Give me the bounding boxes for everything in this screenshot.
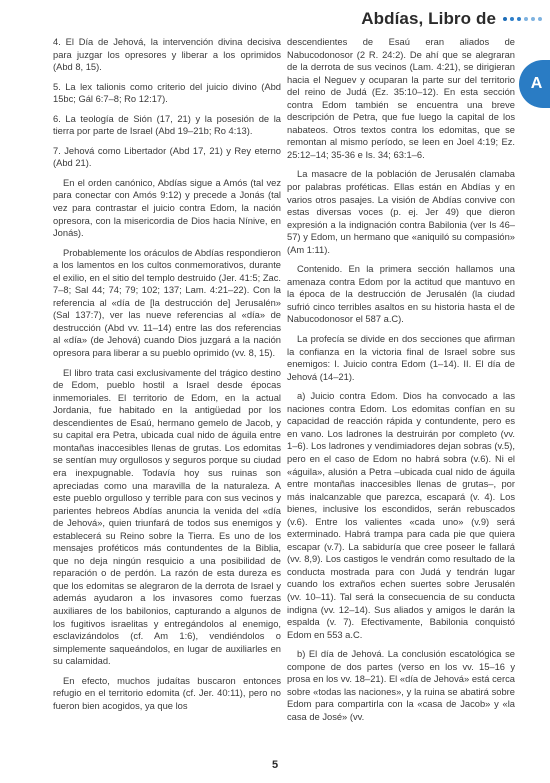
list-item-6: 6. La teología de Sión (17, 21) y la posesión de la tierra por parte de Israel (Abd 19–21b; Ro 4:13). (53, 113, 281, 137)
list-item-4: 4. El Día de Jehová, la intervención divina decisiva para juzgar los opresores y liberar a los oprimidos (Abd 8, 15). (53, 37, 281, 73)
paragraph-massacre: La masacre de la población de Jerusalén clamaba por palabras proféticas. Ellas están en Abdías y en varios otros pasajes. La visión de Abdías convive con estas diversas voces (p. ej. Jer 49) que dieron expresión a la indignación contra Babilonia (ver Is 46–57) y Edom, un hermano que «aniquiló su compasión» (Am 1:11). (287, 169, 515, 255)
dots-ornament-icon (503, 17, 542, 21)
paragraph-oracles: Probablemente los oráculos de Abdías respondieron a los lamentos en los cultos conmemorativos, durante el exilio, en el sitio del templo destruido (Jer. 41:5; Zac. 7–8; Sal 44; 74; 79; 102; 137; Lam. 4:21–22). Con la referencia al «día de [la destrucción de] Jerusalén» (Sal 137:7), ver las nueve referencias al «día» de destrucción (Abd vv. 11–14) entre las dos referencias al «día» (de Jehová) cuando Dios juzgará a la nación opresora para liberar a su pueblo oprimido (vv. 8, 15). (53, 247, 281, 359)
paragraph-edom-destiny: El libro trata casi exclusivamente del trágico destino de Edom, pueblo hostil a Israel desde épocas inmemoriales. El territorio de Edom, en la actual Jordania, fue habitado en la antigüedad por los descendientes de Esaú, hermano gemelo de Jacob, y su capital era Petra, ubicada cual nido de águila entre montañas inaccesibles llenas de grutas. Los edomitas se sentían muy orgullosos y seguros porque su ciudad era inexpugnable. Todavía hoy sus ruinas son apreciadas como una maravilla de la naturaleza. A este pueblo orgulloso y terrible para con sus vecinos y parientes hebreos Abdías anuncia la venida del «día de Jehová», quien triunfará de todos sus enemigos y establecerá su Reino sobre la Tierra. Es uno de los mensajes proféticos más contundentes de la Biblia, que no deja ningún resquicio a una posibilidad de reparación o de perdón. La razón de esta dureza es que los edomitas se alegraron de la derrota de Israel y además ayudaron a los invasores como fuerzas auxiliares de los babilonios, capturando a algunos de los fugitivos israelitas y entregándolos al enemigo, esclavizándolos (cf. Am 1:6), vendiéndolos o simplemente saqueándolos, en lugar de auxiliarles en su calamidad. (53, 367, 281, 667)
paragraph-continuation: descendientes de Esaú eran aliados de Nabucodonosor (2 R. 24:2). De ahí que se alegraran de la derrota de sus vecinos (Lam. 4:21), se dirigieran hacia el Neguev y ocuparan la parte sur del territorio del reino de Judá (Ez. 35:10–12). En esta sección contra Edom también se encuentra una breve descripción de Petra, que fue luego la capital de los nabateos. Otros textos contra los edomitas, que se remontan al mismo período, se leen en Joel 4:19; Ez. 25:12–14; 35-36 e Is. 34; 63:1–6. (287, 37, 515, 160)
paragraph-canonical-order: En el orden canónico, Abdías sigue a Amós (tal vez para conectar con Amós 9:12) y precede a Jonás (tal vez para contrastar el juicio contra Edom, la nación opresora, con la misericordia de Dios hacia Nínive, en Jonás). (53, 177, 281, 239)
paragraph-contenido: Contenido. En la primera sección hallamos una amenaza contra Edom por la actitud que mantuvo en la época de la destrucción de Jerusalén (la ciudad sufrió cinco terribles asaltos en su historia hasta el de Nabucodonosor el 587 a.C). (287, 264, 515, 325)
paragraph-dia-jehova: b) El día de Jehová. La conclusión escatológica se compone de dos partes (verso en los vv. 15–16 y prosa en los vv. 18–21). El «día de Jehová» está cerca sobre «todas las naciones», y la ruina se abatirá sobre Edom para compartirla con la «casa de Jacob» y «la casa de José» (vv. (287, 649, 515, 722)
paragraph-juicio-edom: a) Juicio contra Edom. Dios ha convocado a las naciones contra Edom. Los edomitas confían en su capacidad de reacción rápida y contundente, pero es en vano. Los ladrones la destruirán por completo (vv. 1–6). Los ladrones y vendimiadores dejan sobras (v.5), pero en el caso de Edom no habrá sobra (v.6). Ni el «águila», alusión a Petra –ubicada cual nido de águila entre montañas inaccesibles llenas de grutas–, por más inalcanzable que parezca, escapará (v. 4). Los bienes, inclusive los escondidos, serán rebuscados (v.6). Entre los valientes «cada uno» (v.9) será exterminado. Habrá trampa para cada pie que quiera escapar (v.7). La sabiduría que cree poseer le fallará (vv. 8,9). Los castigos le vendrán como resultado de la conducta mostrada para con Judá y tendrán lugar cuando los extraños echen suertes sobre Jerusalén (vv. 10–11). Tal será la consecuencia de su conducta indigna (vv. 12–14). Sus aliados y amigos le darán la espalda (v. 7). Efectivamente, Babilonia conquistó Edom en 553 a.C. (287, 391, 515, 640)
right-column (287, 36, 515, 723)
letter-index-tab: A (519, 60, 550, 108)
list-item-7: 7. Jehová como Libertador (Abd 17, 21) y Rey eterno (Abd 21). (53, 145, 281, 169)
left-column (53, 36, 281, 712)
list-item-5: 5. La lex talionis como criterio del juicio divino (Abd 15bc; Gál 6:7–8; Ro 12:17). (53, 81, 281, 105)
page-header (361, 8, 542, 30)
running-head-title: Abdías, Libro de (361, 9, 496, 28)
paragraph-refuge: En efecto, muchos judaítas buscaron entonces refugio en el territorio edomita (cf. Jer. 40:11), pero no fueron bien acogidos, ya que los (53, 675, 281, 711)
page-number: 5 (271, 759, 279, 771)
paragraph-division: La profecía se divide en dos secciones que afirman la confianza en la victoria final de Israel sobre sus enemigos: I. Juicio contra Edom (1–14). II. El día de Jehová (14–21). (287, 334, 515, 382)
